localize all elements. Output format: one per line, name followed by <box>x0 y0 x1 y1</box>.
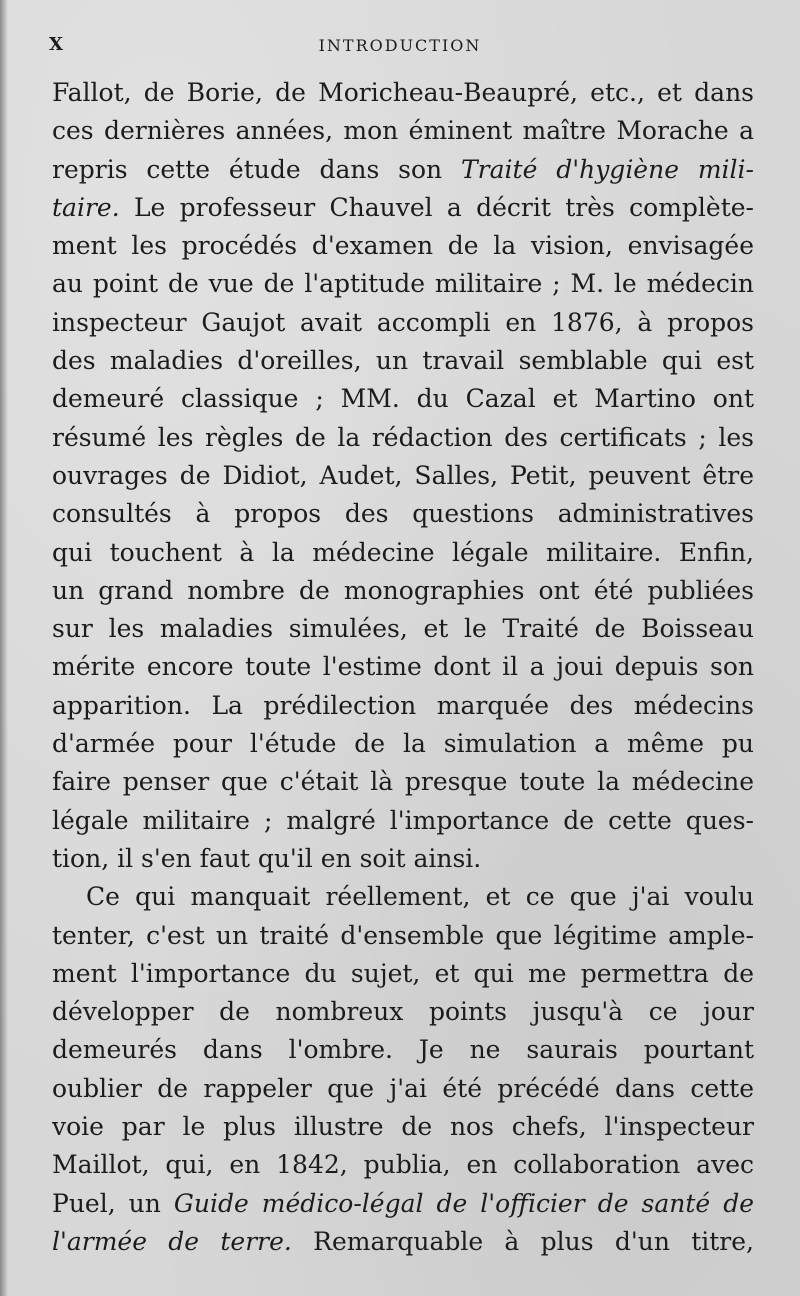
text-line <box>52 802 754 840</box>
line-text: voie par le plus illustre de nos chefs, l'inspecteur <box>52 1112 754 1142</box>
text-line <box>52 878 754 916</box>
text-line <box>52 648 754 686</box>
body-text <box>52 74 754 1261</box>
text-line <box>52 763 754 801</box>
line-text: inspecteur Gaujot avait accompli en 1876, à propos <box>52 307 754 337</box>
text-line <box>52 227 754 265</box>
text-line <box>52 419 754 457</box>
text-line <box>52 1108 754 1146</box>
line-text: d'armée pour l'étude de la simulation a même pu <box>52 729 754 759</box>
text-line <box>52 1146 754 1184</box>
italic-title-text: Traité d'hygiène mili- <box>461 154 754 184</box>
text-line <box>52 304 754 342</box>
text-line <box>52 151 754 189</box>
line-text: Puel, un <box>52 1188 174 1218</box>
text-line <box>52 687 754 725</box>
line-text: tenter, c'est un traité d'ensemble que légitime ample- <box>52 920 754 950</box>
line-text: ment l'importance du sujet, et qui me permettra de <box>52 958 754 988</box>
line-text: consultés à propos des questions administratives <box>52 499 754 529</box>
text-line <box>52 342 754 380</box>
line-text: sur les maladies simulées, et le Traité de Boisseau <box>52 614 754 644</box>
page-number: X <box>49 34 64 55</box>
line-text: des maladies d'oreilles, un travail semblable qui est <box>52 346 754 376</box>
line-text: au point de vue de l'aptitude militaire ; M. le médecin <box>52 269 754 299</box>
line-text: Ce qui manquait réellement, et ce que j'ai voulu <box>86 882 754 912</box>
line-text: oublier de rappeler que j'ai été précédé dans cette <box>52 1073 754 1103</box>
text-line <box>52 189 754 227</box>
line-text: ces dernières années, mon éminent maître Morache a <box>52 116 754 146</box>
line-text: développer de nombreux points jusqu'à ce jour <box>52 997 754 1027</box>
line-text: apparition. La prédilection marquée des médecins <box>52 690 754 720</box>
line-text: repris cette étude dans son <box>52 154 461 184</box>
italic-title-text: l'armée de terre. <box>52 1226 292 1256</box>
line-text: Maillot, qui, en 1842, publia, en collaboration avec <box>52 1150 754 1180</box>
line-text: faire penser que c'était là presque toute la médecine <box>52 767 754 797</box>
line-text: mérite encore toute l'estime dont il a joui depuis son <box>52 652 754 682</box>
text-line <box>52 1031 754 1069</box>
text-line <box>52 265 754 303</box>
text-line <box>52 840 754 878</box>
line-text: Remarquable à plus d'un titre, <box>291 1226 754 1256</box>
text-line <box>52 955 754 993</box>
text-line <box>52 993 754 1031</box>
italic-title-text: taire. <box>52 192 120 222</box>
text-line <box>52 610 754 648</box>
line-text: qui touchent à la médecine légale militaire. Enfin, <box>52 537 754 567</box>
line-text: un grand nombre de monographies ont été publiées <box>52 575 754 605</box>
line-text: ment les procédés d'examen de la vision, envisagée <box>52 231 754 261</box>
italic-title-text: Guide médico-légal de l'officier de santé de <box>173 1188 754 1218</box>
text-line <box>52 1185 754 1223</box>
line-text: tion, il s'en faut qu'il en soit ainsi. <box>52 843 482 873</box>
text-line <box>52 74 754 112</box>
page-header <box>0 34 800 64</box>
text-line <box>52 534 754 572</box>
line-text: Le professeur Chauvel a décrit très complète- <box>119 192 754 222</box>
text-line <box>52 380 754 418</box>
text-line <box>52 1070 754 1108</box>
running-title: INTRODUCTION <box>318 36 482 55</box>
text-line <box>52 1223 754 1261</box>
text-line <box>52 572 754 610</box>
text-line <box>52 495 754 533</box>
page-gutter-shadow <box>0 0 8 1296</box>
line-text: ouvrages de Didiot, Audet, Salles, Petit, peuvent être <box>52 460 754 490</box>
line-text: Fallot, de Borie, de Moricheau-Beaupré, etc., et dans <box>52 78 754 107</box>
text-line <box>52 917 754 955</box>
text-line <box>52 112 754 150</box>
line-text: demeurés dans l'ombre. Je ne saurais pourtant <box>52 1035 754 1065</box>
text-line <box>52 725 754 763</box>
line-text: résumé les règles de la rédaction des certificats ; les <box>52 422 754 452</box>
text-line <box>52 457 754 495</box>
line-text: légale militaire ; malgré l'importance de cette ques- <box>52 805 754 835</box>
line-text: demeuré classique ; MM. du Cazal et Martino ont <box>52 384 754 414</box>
